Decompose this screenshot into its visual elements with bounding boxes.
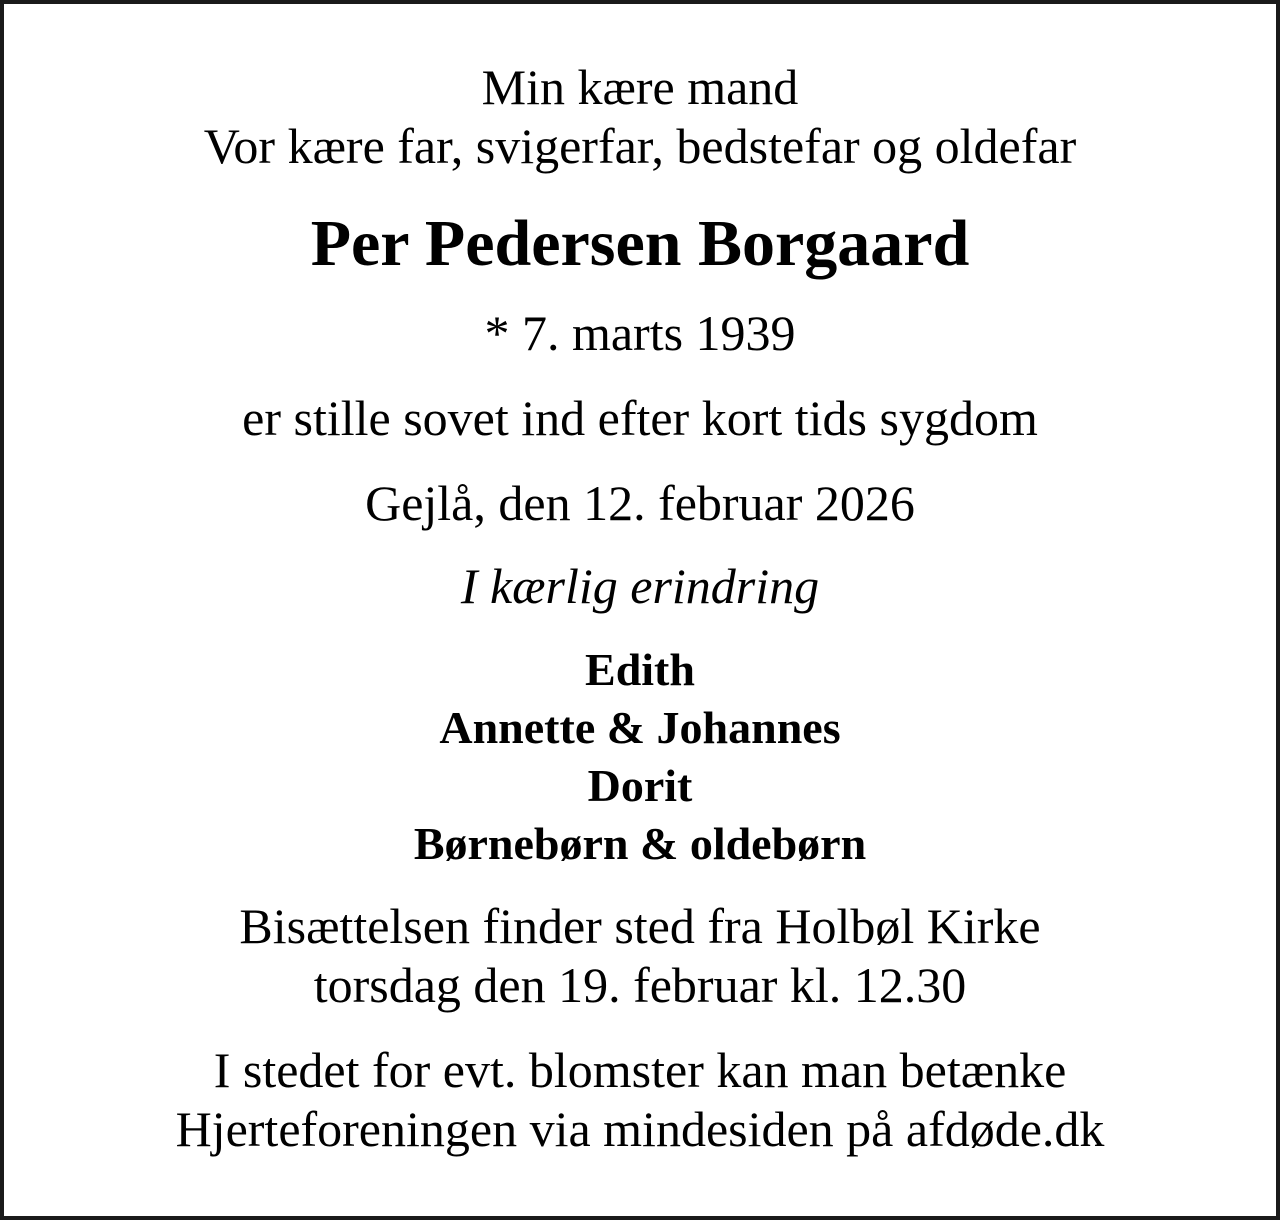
family-member: Edith: [585, 644, 695, 695]
donation-line-1: I stedet for evt. blomster kan man betænke: [213, 1042, 1067, 1098]
birth-date: * 7. marts 1939: [484, 305, 796, 361]
family-member: Børnebørn & oldebørn: [413, 818, 867, 869]
family-member: Annette & Johannes: [439, 702, 841, 753]
intro-line-2: Vor kære far, svigerfar, bedstefar og oldefar: [203, 118, 1077, 174]
family-member: Dorit: [587, 760, 693, 811]
funeral-line-1: Bisættelsen finder sted fra Holbøl Kirke: [239, 898, 1041, 954]
deceased-name: Per Pedersen Borgaard: [310, 207, 970, 280]
place-date: Gejlå, den 12. februar 2026: [365, 475, 915, 531]
passing-text: er stille sovet ind efter kort tids sygdom: [242, 390, 1038, 446]
funeral-line-2: torsdag den 19. februar kl. 12.30: [313, 957, 967, 1013]
memory-text: I kærlig erindring: [460, 558, 820, 614]
donation-line-2: Hjerteforeningen via mindesiden på afdøde.dk: [175, 1101, 1105, 1157]
intro-line-1: Min kære mand: [481, 59, 799, 115]
